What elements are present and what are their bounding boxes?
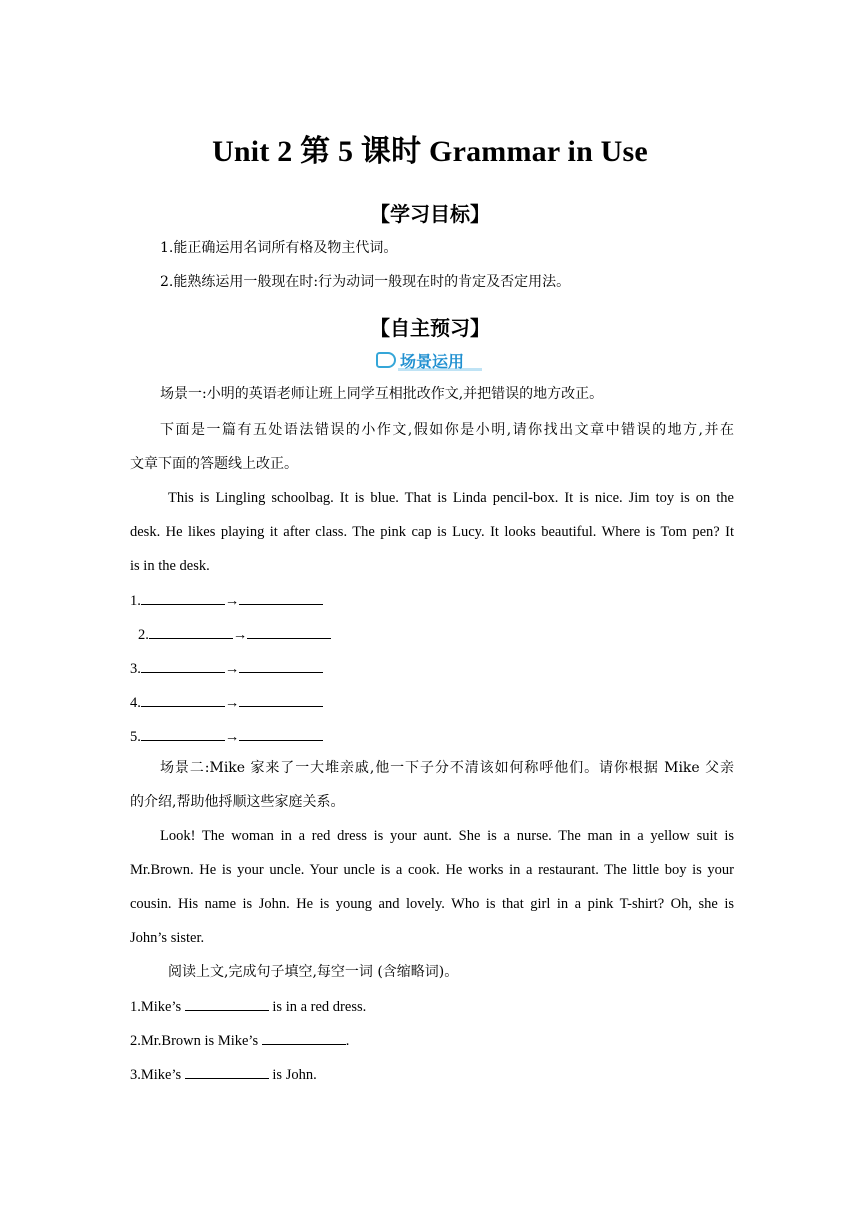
scene2-passage-line3: cousin. His name is John. He is young and lovely. Who is that girl in a pink T-shirt? Oh, she is	[130, 896, 734, 912]
scene2-intro-line1: 场景二:Mike 家来了一大堆亲戚,他一下子分不清该如何称呼他们。请你根据 Mike 父亲	[160, 760, 734, 776]
arrow-symbol: →	[232, 627, 248, 643]
answer-blank-wrong[interactable]	[149, 624, 233, 639]
fill-blank[interactable]	[262, 1030, 346, 1045]
fill-blank[interactable]	[185, 1064, 269, 1079]
tag-icon	[376, 352, 396, 368]
scene2-passage-line2: Mr.Brown. He is your uncle. Your uncle is a cook. He works in a restaurant. The little boy is your	[130, 862, 734, 878]
scene1-passage-line3: is in the desk.	[130, 558, 210, 574]
badge-label: 场景运用	[400, 352, 465, 371]
scene2-passage-line1: Look! The woman in a red dress is your aunt. She is a nurse. The man in a yellow suit is	[160, 828, 734, 844]
scene1-passage-line1: This is Lingling schoolbag. It is blue. That is Linda pencil-box. It is nice. Jim toy is on the	[168, 490, 734, 506]
answer-blank-correct[interactable]	[239, 692, 323, 707]
scene1-passage-line2: desk. He likes playing it after class. The pink cap is Lucy. It looks beautiful. Where is Tom pen? It	[130, 524, 734, 540]
fill-blank[interactable]	[185, 996, 269, 1011]
answer-blank-correct[interactable]	[247, 624, 331, 639]
scene2-passage-line4: John’s sister.	[130, 930, 205, 946]
answer-number: 4.	[130, 695, 141, 711]
question-text-after: is in a red dress.	[268, 999, 367, 1015]
arrow-symbol: →	[224, 661, 240, 677]
scene1-instruction-line2: 文章下面的答题线上改正。	[130, 456, 298, 472]
scene1-instruction-line1: 下面是一篇有五处语法错误的小作文,假如你是小明,请你找出文章中错误的地方,并在	[160, 422, 734, 438]
objective-item-1: 1.能正确运用名词所有格及物主代词。	[160, 240, 398, 256]
answer-row-1	[130, 590, 734, 611]
answer-row-4	[130, 692, 734, 713]
objective-item-2: 2.能熟练运用一般现在时:行为动词一般现在时的肯定及否定用法。	[160, 274, 571, 290]
arrow-symbol: →	[224, 695, 240, 711]
answer-row-2	[138, 624, 742, 645]
preview-heading: 【自主预习】	[370, 316, 490, 340]
question-text-before: 3.Mike’s	[130, 1067, 185, 1083]
answer-blank-wrong[interactable]	[141, 658, 225, 673]
arrow-symbol: →	[224, 729, 240, 745]
question-text-before: 1.Mike’s	[130, 999, 185, 1015]
answer-blank-wrong[interactable]	[141, 726, 225, 741]
answer-blank-wrong[interactable]	[141, 692, 225, 707]
answer-blank-correct[interactable]	[239, 658, 323, 673]
page-title: Unit 2 第 5 课时 Grammar in Use	[212, 135, 648, 168]
fill-question-1	[130, 996, 734, 1017]
answer-row-5	[130, 726, 734, 747]
question-text-after: is John.	[268, 1067, 317, 1083]
scene1-intro: 场景一:小明的英语老师让班上同学互相批改作文,并把错误的地方改正。	[160, 386, 604, 402]
answer-number: 3.	[130, 661, 141, 677]
fill-question-2	[130, 1030, 734, 1051]
answer-blank-correct[interactable]	[239, 726, 323, 741]
answer-blank-wrong[interactable]	[141, 590, 225, 605]
scene2-intro-line2: 的介绍,帮助他捋顺这些家庭关系。	[130, 794, 345, 810]
answer-number: 2.	[138, 627, 149, 643]
scene2-instruction: 阅读上文,完成句子填空,每空一词 (含缩略词)。	[168, 964, 459, 980]
question-text-before: 2.Mr.Brown is Mike’s	[130, 1033, 262, 1049]
scene-badge	[376, 349, 484, 371]
arrow-symbol: →	[224, 593, 240, 609]
answer-number: 1.	[130, 593, 141, 609]
objectives-heading: 【学习目标】	[370, 202, 490, 226]
answer-number: 5.	[130, 729, 141, 745]
fill-question-3	[130, 1064, 734, 1085]
answer-row-3	[130, 658, 734, 679]
answer-blank-correct[interactable]	[239, 590, 323, 605]
question-text-after: .	[345, 1033, 350, 1049]
